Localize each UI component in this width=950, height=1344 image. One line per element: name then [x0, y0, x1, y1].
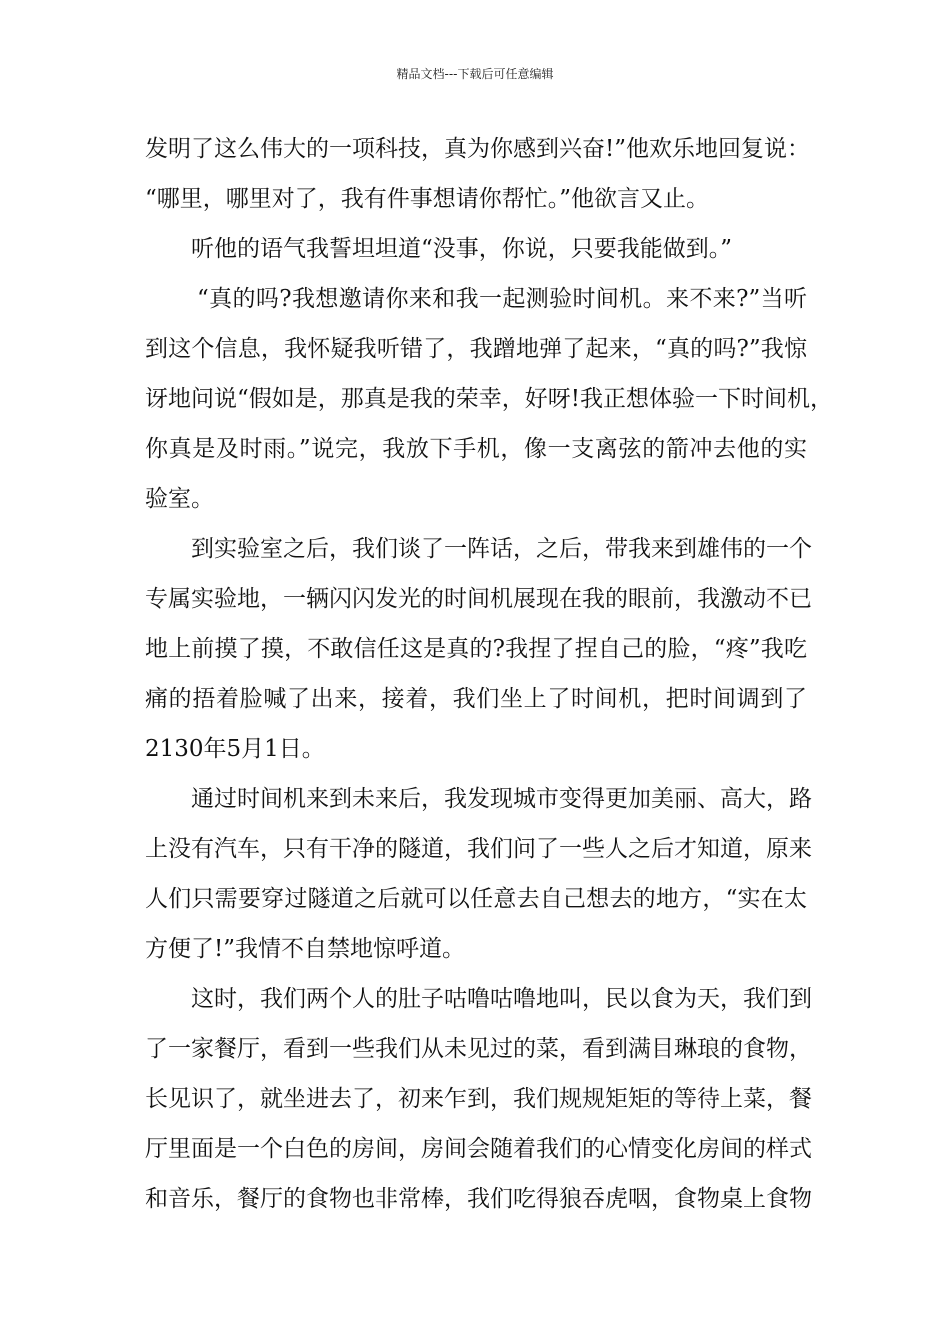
text-line: 通过时间机来到未来后，我发现城市变得更加美丽、高大，路 — [191, 786, 812, 812]
text-line: 听他的语气我誓坦坦道“没事，你说，只要我能做到。” — [191, 236, 733, 262]
text-line: 上没有汽车，只有干净的隧道，我们问了一些人之后才知道，原来 — [145, 836, 812, 862]
text-line: 发明了这么伟大的一项科技，真为你感到兴奋!”他欢乐地回复说： — [145, 136, 811, 162]
text-line: 痛的捂着脸喊了出来，接着，我们坐上了时间机，把时间调到了 — [145, 686, 807, 712]
text-line: 2130年5月1日。 — [145, 736, 325, 762]
text-line: 这时，我们两个人的肚子咕噜咕噜地叫，民以食为天，我们到 — [191, 986, 812, 1012]
text-line: 了一家餐厅，看到一些我们从未见过的菜，看到满目琳琅的食物， — [145, 1036, 812, 1062]
text-line: 人们只需要穿过隧道之后就可以任意去自己想去的地方，“实在太 — [145, 886, 807, 912]
text-line: 专属实验地，一辆闪闪发光的时间机展现在我的眼前，我激动不已 — [145, 586, 812, 612]
text-line: 和音乐，餐厅的食物也非常棒，我们吃得狼吞虎咽，食物桌上食物 — [145, 1186, 812, 1212]
text-line: 方便了!”我情不自禁地惊呼道。 — [145, 936, 466, 962]
text-line: 厅里面是一个白色的房间，房间会随着我们的心情变化房间的样式 — [145, 1136, 812, 1162]
text-line: 到实验室之后，我们谈了一阵话，之后，带我来到雄伟的一个 — [191, 536, 812, 562]
text-line: 讶地问说“假如是，那真是我的荣幸，好呀!我正想体验一下时间机， — [145, 386, 834, 412]
text-line: 地上前摸了摸，不敢信任这是真的?我捏了捏自己的脸，“疼”我吃 — [145, 636, 807, 662]
text-line: “真的吗?我想邀请你来和我一起测验时间机。来不来?”当听 — [197, 286, 807, 312]
text-line: 你真是及时雨。”说完，我放下手机，像一支离弦的箭冲去他的实 — [145, 436, 807, 462]
text-line: 到这个信息，我怀疑我听错了，我蹭地弹了起来，“真的吗?”我惊 — [145, 336, 807, 362]
body-text — [145, 124, 834, 1224]
text-line: “哪里，哪里对了，我有件事想请你帮忙。”他欲言又止。 — [145, 186, 710, 212]
page-header: 精品文档---下载后可任意编辑 — [396, 67, 554, 81]
text-line: 验室。 — [145, 486, 214, 512]
text-line: 长见识了，就坐进去了，初来乍到，我们规规矩矩的等待上菜，餐 — [145, 1086, 812, 1112]
